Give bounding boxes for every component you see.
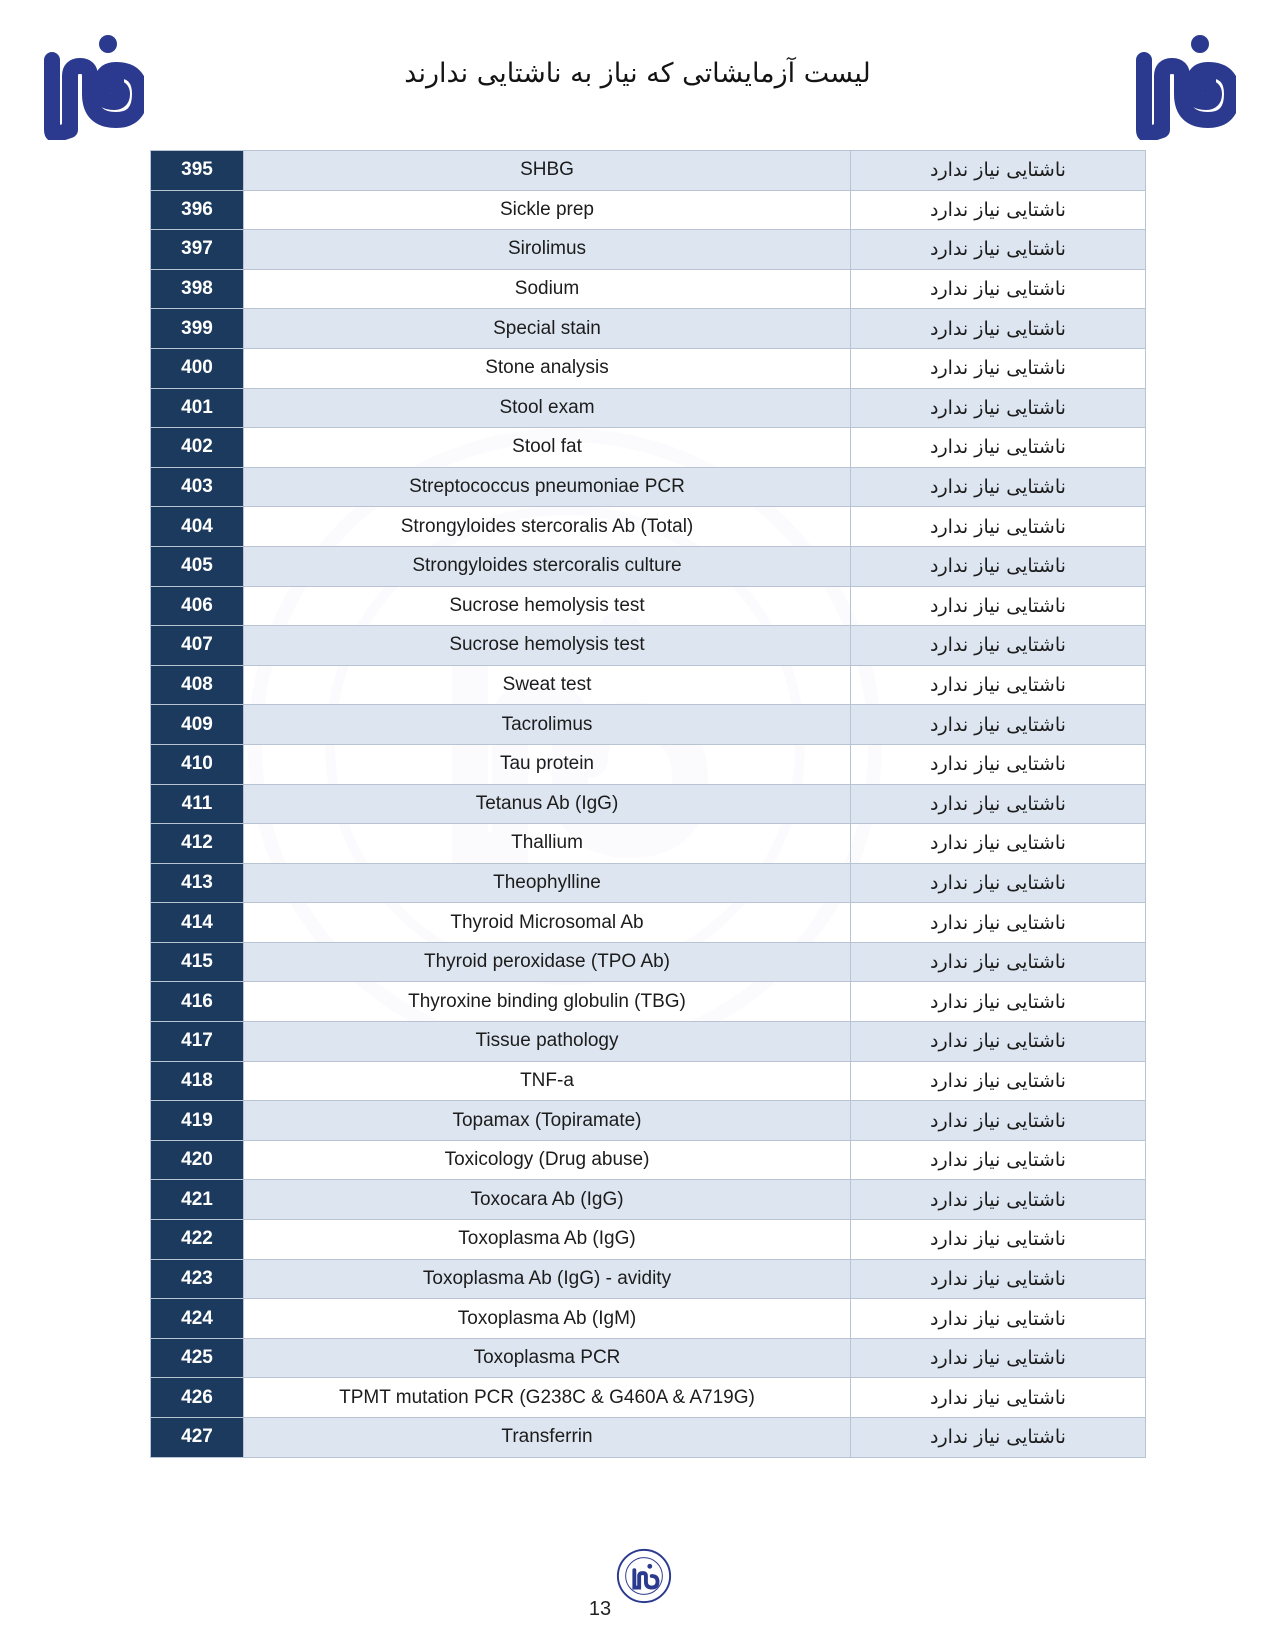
table-row bbox=[151, 467, 1146, 507]
fasting-requirement: ناشتایی نیاز ندارد bbox=[851, 348, 1146, 388]
row-number: 424 bbox=[151, 1299, 244, 1339]
table-row bbox=[151, 190, 1146, 230]
table-row bbox=[151, 626, 1146, 666]
row-number: 411 bbox=[151, 784, 244, 824]
test-name: Thallium bbox=[244, 824, 851, 864]
test-name: Stone analysis bbox=[244, 348, 851, 388]
fasting-requirement: ناشتایی نیاز ندارد bbox=[851, 1378, 1146, 1418]
table-row bbox=[151, 309, 1146, 349]
row-number: 404 bbox=[151, 507, 244, 547]
row-number: 415 bbox=[151, 942, 244, 982]
row-number: 397 bbox=[151, 230, 244, 270]
fasting-requirement: ناشتایی نیاز ندارد bbox=[851, 428, 1146, 468]
table-row bbox=[151, 507, 1146, 547]
test-name: Strongyloides stercoralis Ab (Total) bbox=[244, 507, 851, 547]
row-number: 422 bbox=[151, 1220, 244, 1260]
table-row bbox=[151, 428, 1146, 468]
noor-seal-logo-icon bbox=[615, 1547, 673, 1605]
fasting-requirement: ناشتایی نیاز ندارد bbox=[851, 1022, 1146, 1062]
test-name: Toxoplasma Ab (IgG) - avidity bbox=[244, 1259, 851, 1299]
table-row bbox=[151, 1220, 1146, 1260]
fasting-requirement: ناشتایی نیاز ندارد bbox=[851, 982, 1146, 1022]
fasting-requirement: ناشتایی نیاز ندارد bbox=[851, 1259, 1146, 1299]
row-number: 399 bbox=[151, 309, 244, 349]
table-row bbox=[151, 1061, 1146, 1101]
fasting-requirement: ناشتایی نیاز ندارد bbox=[851, 309, 1146, 349]
row-number: 427 bbox=[151, 1418, 244, 1458]
row-number: 418 bbox=[151, 1061, 244, 1101]
fasting-requirement: ناشتایی نیاز ندارد bbox=[851, 467, 1146, 507]
table-row bbox=[151, 388, 1146, 428]
test-name: Tacrolimus bbox=[244, 705, 851, 745]
test-name: Sucrose hemolysis test bbox=[244, 626, 851, 666]
row-number: 401 bbox=[151, 388, 244, 428]
test-name: Tetanus Ab (IgG) bbox=[244, 784, 851, 824]
table-row bbox=[151, 151, 1146, 191]
test-name: Sucrose hemolysis test bbox=[244, 586, 851, 626]
test-name: TNF-a bbox=[244, 1061, 851, 1101]
fasting-requirement: ناشتایی نیاز ندارد bbox=[851, 1220, 1146, 1260]
fasting-requirement: ناشتایی نیاز ندارد bbox=[851, 546, 1146, 586]
test-name: TPMT mutation PCR (G238C & G460A & A719G) bbox=[244, 1378, 851, 1418]
table-row bbox=[151, 903, 1146, 943]
fasting-requirement: ناشتایی نیاز ندارد bbox=[851, 1140, 1146, 1180]
table-row bbox=[151, 1338, 1146, 1378]
fasting-requirement: ناشتایی نیاز ندارد bbox=[851, 863, 1146, 903]
table-row bbox=[151, 586, 1146, 626]
fasting-requirement: ناشتایی نیاز ندارد bbox=[851, 269, 1146, 309]
row-number: 410 bbox=[151, 744, 244, 784]
fasting-requirement: ناشتایی نیاز ندارد bbox=[851, 1101, 1146, 1141]
fasting-requirement: ناشتایی نیاز ندارد bbox=[851, 190, 1146, 230]
fasting-requirement: ناشتایی نیاز ندارد bbox=[851, 705, 1146, 745]
fasting-requirement: ناشتایی نیاز ندارد bbox=[851, 230, 1146, 270]
table-row bbox=[151, 348, 1146, 388]
fasting-requirement: ناشتایی نیاز ندارد bbox=[851, 824, 1146, 864]
test-name: Tau protein bbox=[244, 744, 851, 784]
fasting-requirement: ناشتایی نیاز ندارد bbox=[851, 1338, 1146, 1378]
fasting-requirement: ناشتایی نیاز ندارد bbox=[851, 1061, 1146, 1101]
row-number: 400 bbox=[151, 348, 244, 388]
table-row bbox=[151, 230, 1146, 270]
page-title: لیست آزمایشاتی که نیاز به ناشتایی ندارند bbox=[404, 58, 871, 89]
row-number: 409 bbox=[151, 705, 244, 745]
test-name: Strongyloides stercoralis culture bbox=[244, 546, 851, 586]
row-number: 414 bbox=[151, 903, 244, 943]
fasting-requirement: ناشتایی نیاز ندارد bbox=[851, 388, 1146, 428]
row-number: 413 bbox=[151, 863, 244, 903]
table-row bbox=[151, 982, 1146, 1022]
fasting-requirement: ناشتایی نیاز ندارد bbox=[851, 507, 1146, 547]
test-name: Thyroid Microsomal Ab bbox=[244, 903, 851, 943]
fasting-requirement: ناشتایی نیاز ندارد bbox=[851, 665, 1146, 705]
test-name: Theophylline bbox=[244, 863, 851, 903]
row-number: 425 bbox=[151, 1338, 244, 1378]
tests-table bbox=[150, 150, 1146, 1458]
row-number: 403 bbox=[151, 467, 244, 507]
table-row bbox=[151, 1022, 1146, 1062]
test-name: Toxoplasma PCR bbox=[244, 1338, 851, 1378]
table-row bbox=[151, 665, 1146, 705]
row-number: 396 bbox=[151, 190, 244, 230]
fasting-requirement: ناشتایی نیاز ندارد bbox=[851, 586, 1146, 626]
fasting-requirement: ناشتایی نیاز ندارد bbox=[851, 1180, 1146, 1220]
row-number: 416 bbox=[151, 982, 244, 1022]
row-number: 412 bbox=[151, 824, 244, 864]
row-number: 426 bbox=[151, 1378, 244, 1418]
page-number: 13 bbox=[588, 1598, 612, 1620]
table-row bbox=[151, 784, 1146, 824]
test-name: SHBG bbox=[244, 151, 851, 191]
table-row bbox=[151, 1101, 1146, 1141]
row-number: 407 bbox=[151, 626, 244, 666]
row-number: 423 bbox=[151, 1259, 244, 1299]
fasting-requirement: ناشتایی نیاز ندارد bbox=[851, 626, 1146, 666]
row-number: 417 bbox=[151, 1022, 244, 1062]
row-number: 419 bbox=[151, 1101, 244, 1141]
test-name: Topamax (Topiramate) bbox=[244, 1101, 851, 1141]
test-name: Sirolimus bbox=[244, 230, 851, 270]
test-name: Toxicology (Drug abuse) bbox=[244, 1140, 851, 1180]
test-name: Sweat test bbox=[244, 665, 851, 705]
table-row bbox=[151, 1180, 1146, 1220]
table-row bbox=[151, 546, 1146, 586]
row-number: 405 bbox=[151, 546, 244, 586]
table-row bbox=[151, 863, 1146, 903]
fasting-requirement: ناشتایی نیاز ندارد bbox=[851, 1299, 1146, 1339]
test-name: Thyroid peroxidase (TPO Ab) bbox=[244, 942, 851, 982]
fasting-requirement: ناشتایی نیاز ندارد bbox=[851, 744, 1146, 784]
test-name: Sodium bbox=[244, 269, 851, 309]
table-row bbox=[151, 269, 1146, 309]
noor-logo-icon bbox=[44, 30, 144, 140]
row-number: 420 bbox=[151, 1140, 244, 1180]
table-row bbox=[151, 1299, 1146, 1339]
test-name: Sickle prep bbox=[244, 190, 851, 230]
test-name: Toxoplasma Ab (IgG) bbox=[244, 1220, 851, 1260]
test-name: Toxocara Ab (IgG) bbox=[244, 1180, 851, 1220]
table-row bbox=[151, 1378, 1146, 1418]
test-name: Special stain bbox=[244, 309, 851, 349]
fasting-requirement: ناشتایی نیاز ندارد bbox=[851, 942, 1146, 982]
noor-logo-icon bbox=[1136, 30, 1236, 140]
fasting-requirement: ناشتایی نیاز ندارد bbox=[851, 784, 1146, 824]
row-number: 421 bbox=[151, 1180, 244, 1220]
row-number: 398 bbox=[151, 269, 244, 309]
test-name: Tissue pathology bbox=[244, 1022, 851, 1062]
row-number: 408 bbox=[151, 665, 244, 705]
table-row bbox=[151, 744, 1146, 784]
table-row bbox=[151, 1259, 1146, 1299]
table-row bbox=[151, 824, 1146, 864]
test-name: Thyroxine binding globulin (TBG) bbox=[244, 982, 851, 1022]
table-row bbox=[151, 1140, 1146, 1180]
test-name: Stool exam bbox=[244, 388, 851, 428]
test-name: Stool fat bbox=[244, 428, 851, 468]
row-number: 406 bbox=[151, 586, 244, 626]
table-row bbox=[151, 942, 1146, 982]
fasting-requirement: ناشتایی نیاز ندارد bbox=[851, 1418, 1146, 1458]
test-name: Toxoplasma Ab (IgM) bbox=[244, 1299, 851, 1339]
table-row bbox=[151, 705, 1146, 745]
test-name: Streptococcus pneumoniae PCR bbox=[244, 467, 851, 507]
fasting-requirement: ناشتایی نیاز ندارد bbox=[851, 151, 1146, 191]
table-row bbox=[151, 1418, 1146, 1458]
row-number: 395 bbox=[151, 151, 244, 191]
fasting-requirement: ناشتایی نیاز ندارد bbox=[851, 903, 1146, 943]
row-number: 402 bbox=[151, 428, 244, 468]
test-name: Transferrin bbox=[244, 1418, 851, 1458]
